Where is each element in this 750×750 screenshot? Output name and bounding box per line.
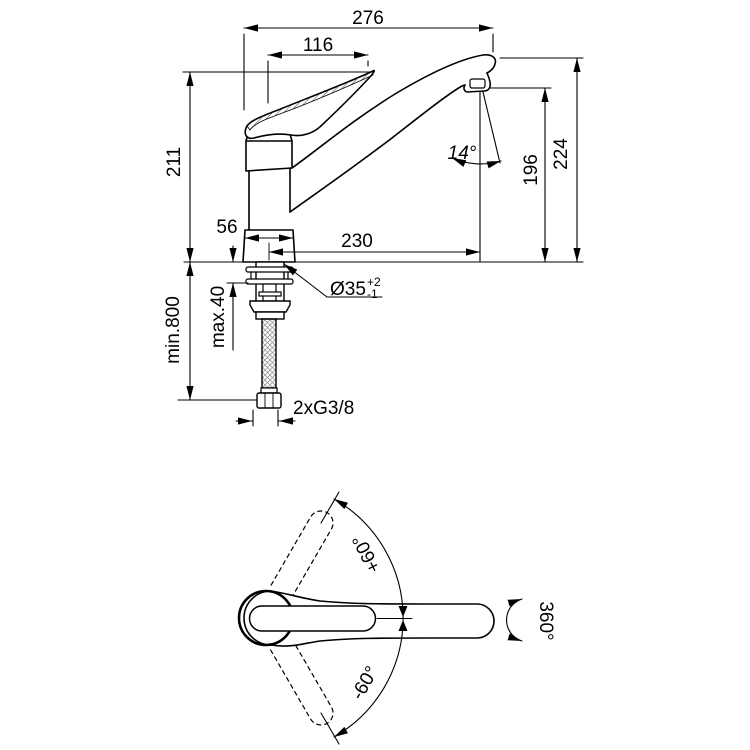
hose-end-nut [257,393,281,408]
label-hole-diameter: Ø35 [330,279,366,300]
label-handle-length: 116 [302,35,334,56]
label-outlet-angle: 14° [447,143,477,164]
label-connection-thread: 2xG3/8 [293,398,355,419]
under-deck-parts [246,262,293,408]
label-deck-thickness: max.40 [208,285,229,349]
label-spout-reach: 230 [341,231,373,252]
label-outlet-height: 196 [521,154,542,186]
label-overall-height: 224 [551,138,572,170]
label-spout-swivel: 360° [535,601,556,641]
body-column [249,168,290,230]
top-view [239,492,556,744]
label-hole-tolerance-minus: -1 [367,287,378,301]
mounting-nut [250,301,290,312]
label-swing-plus: +60° [348,530,386,577]
aerator [464,73,490,92]
label-height-to-handle: 211 [164,146,185,178]
swivel-arrow [507,599,522,641]
washer-top [246,267,293,272]
side-view [163,8,583,426]
label-hose-length: min.800 [163,296,184,364]
stud-crossbar [259,292,281,296]
braided-hose [262,319,276,388]
hose-collar [261,388,277,393]
label-hole-tolerance-plus: +2 [367,275,381,289]
dimension-labels [163,8,572,419]
handle-top-view [249,606,375,631]
aerator-inner [470,79,485,88]
washer-bottom [246,279,293,284]
connector-block [256,312,284,319]
label-base-width: 56 [216,217,238,238]
handle-position-minus60 [271,638,333,725]
label-overall-width: 276 [352,8,384,29]
label-swing-minus: -60° [347,662,384,704]
dimension-lines [178,28,583,426]
handle-position-plus60 [271,511,333,598]
cartridge-collar [246,134,292,171]
